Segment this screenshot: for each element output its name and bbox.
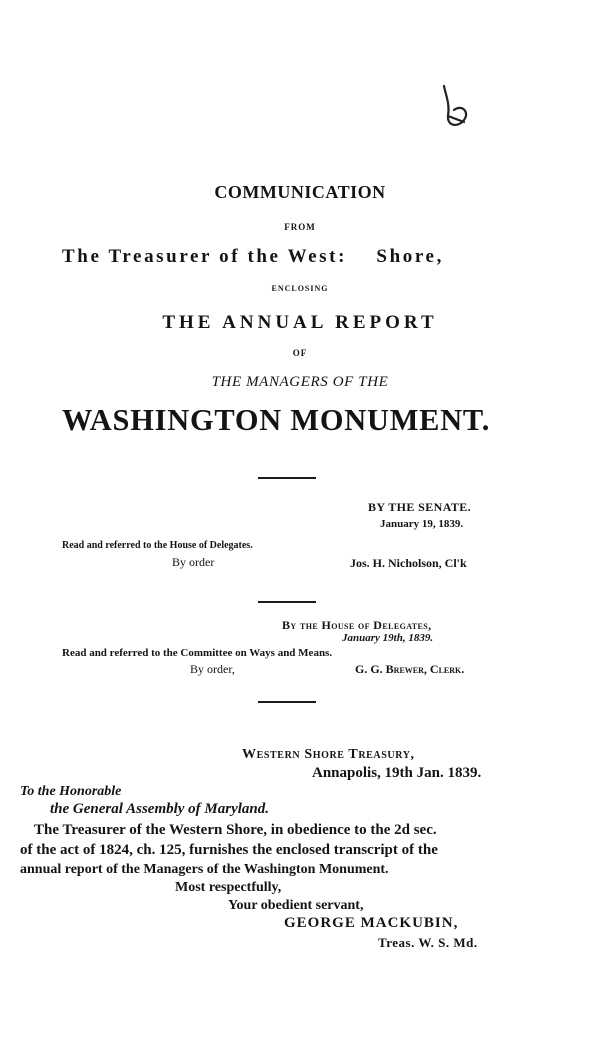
- house-signature: G. G. Brewer, Clerk.: [355, 662, 465, 676]
- senate-read-referred: Read and referred to the House of Delegates.: [62, 540, 253, 551]
- letter-body-line-3: annual report of the Managers of the Washington Monument.: [20, 862, 389, 877]
- salutation-line-2: the General Assembly of Maryland.: [50, 801, 270, 817]
- managers-line: THE MANAGERS OF THE: [211, 374, 389, 390]
- of-label: OF: [292, 348, 308, 358]
- divider-rule: [258, 601, 316, 603]
- senate-date: January 19, 1839.: [380, 518, 464, 530]
- letter-place: Western Shore Treasury,: [242, 747, 415, 762]
- letter-body-line-2: of the act of 1824, ch. 125, furnishes the enclosed transcript of the: [20, 842, 438, 858]
- salutation-line-1: To the Honorable: [20, 784, 122, 799]
- senate-heading: BY THE SENATE.: [368, 500, 472, 514]
- letter-date: Annapolis, 19th Jan. 1839.: [312, 765, 482, 781]
- house-heading: By the House of Delegates,: [282, 618, 432, 632]
- divider-rule: [258, 701, 316, 703]
- from-label: FROM: [284, 222, 316, 232]
- closing-line-1: Most respectfully,: [175, 880, 282, 895]
- communication-heading: COMMUNICATION: [214, 182, 386, 202]
- house-read-referred: Read and referred to the Committee on Ways and Means.: [62, 647, 333, 659]
- house-date: January 19th, 1839.: [342, 632, 434, 644]
- enclosing-label: ENCLOSING: [271, 284, 329, 293]
- signer-title: Treas. W. S. Md.: [378, 935, 478, 950]
- handwritten-mark: [436, 82, 476, 130]
- senate-by-order: By order: [172, 555, 215, 569]
- closing-line-2: Your obedient servant,: [228, 898, 364, 913]
- treasurer-line: The Treasurer of the West: Shore,: [62, 246, 444, 267]
- monument-heading: WASHINGTON MONUMENT.: [62, 402, 491, 437]
- annual-report-heading: THE ANNUAL REPORT: [162, 312, 438, 333]
- divider-rule: [258, 477, 316, 479]
- letter-body-line-1: The Treasurer of the Western Shore, in obedience to the 2d sec.: [34, 822, 437, 838]
- senate-signature: Jos. H. Nicholson, Cl'k: [350, 556, 467, 570]
- house-by-order: By order,: [190, 662, 235, 676]
- signer-name: GEORGE MACKUBIN,: [284, 915, 459, 931]
